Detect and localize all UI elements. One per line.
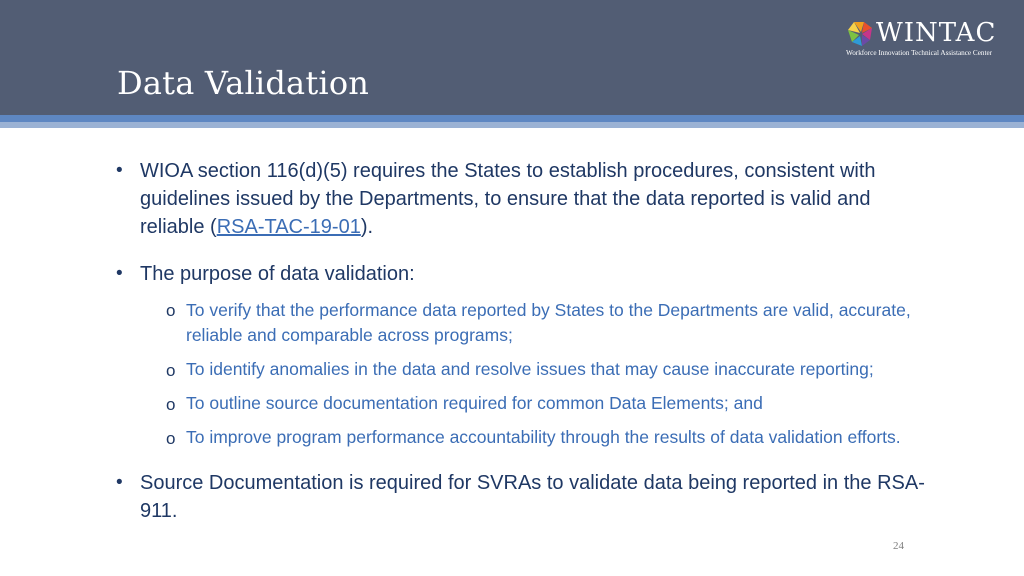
sub-bullet-marker: o [166,395,176,414]
bullet-text-lead: WIOA section 116(d)(5) requires the States to establish procedures, consistent with guidelines issued by the Departments, to ensure that the data reported is valid and reliable ( [140,160,876,238]
wintac-logo [846,18,1016,62]
sub-bullet-marker: o [166,301,176,320]
sub-bullet-marker: o [166,361,176,380]
sub-bullet-text: To outline source documentation required for common Data Elements; and [186,393,763,413]
logo-tagline: Workforce Innovation Technical Assistance Center [846,49,993,57]
slide-title: Data Validation [117,64,370,102]
bullet-marker: • [116,472,123,493]
sub-bullet-text: To identify anomalies in the data and resolve issues that may cause inaccurate reporting; [186,359,874,379]
bullet-text [140,157,940,241]
rsa-tac-link[interactable]: RSA-TAC-19-01 [216,216,361,238]
bullet-text-tail: ). [360,216,374,238]
bullet-marker: • [116,263,123,284]
bullet-text: Source Documentation is required for SVRAs to validate data being reported in the RSA-911. [140,472,925,522]
wintac-logo-icon [846,20,876,48]
header-stripe-dark [0,115,1024,122]
header-stripe-light [0,122,1024,128]
bullet-marker: • [116,160,123,181]
page-number: 24 [893,540,904,552]
sub-bullet-text: To improve program performance accountability through the results of data validation efforts. [186,427,901,447]
bullet-text: The purpose of data validation: [140,263,415,285]
sub-bullet-marker: o [166,429,176,448]
sub-bullet-text: To verify that the performance data reported by States to the Departments are valid, accurate, reliable and comparable across programs; [186,300,911,345]
logo-wordmark: WINTAC [876,18,997,48]
